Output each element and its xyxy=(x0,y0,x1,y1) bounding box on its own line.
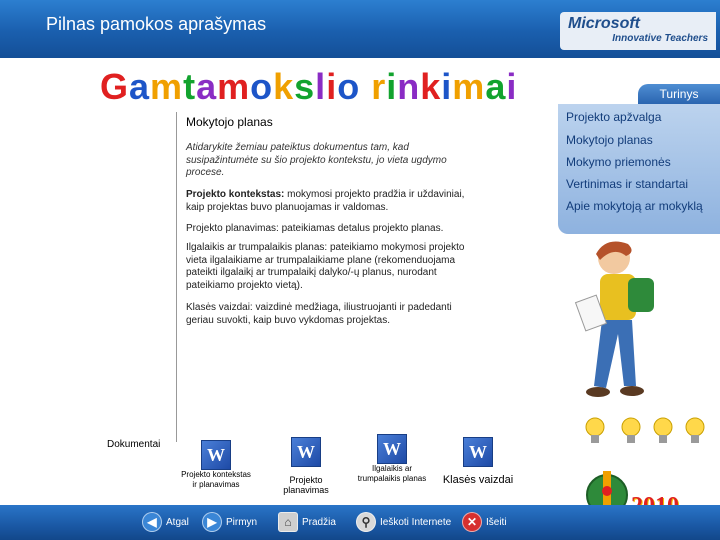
lightbulb-icon xyxy=(584,416,606,448)
arrow-left-icon: ◀ xyxy=(142,512,162,532)
magnifier-icon: ⚲ xyxy=(356,512,376,532)
content-divider xyxy=(176,112,177,442)
nav-item-teacher-plan[interactable]: Mokytojo planas xyxy=(566,133,653,147)
nav-item-project-overview[interactable]: Projekto apžvalga xyxy=(566,110,662,124)
doc-caption: Projekto kontekstas xyxy=(181,470,251,479)
contents-menu xyxy=(558,104,720,234)
banner-letter: o xyxy=(250,66,274,107)
banner-letter: i xyxy=(441,66,453,107)
bottom-navigation-bar xyxy=(0,505,720,540)
longterm-line: vieta ilgalaikiame ar trumpalaikiame plane (rekomenduojama xyxy=(186,254,456,266)
context-term: Projekto kontekstas: xyxy=(186,189,285,200)
doc-classroom-images[interactable] xyxy=(438,437,518,485)
back-label: Atgal xyxy=(166,516,189,528)
doc-caption: Ilgalaikis ar xyxy=(371,464,412,473)
doc-caption: ir planavimas xyxy=(192,480,240,489)
table-of-contents xyxy=(558,84,720,230)
home-button[interactable] xyxy=(278,510,336,534)
top-header-bar xyxy=(0,0,720,58)
banner-letter: r xyxy=(371,66,387,107)
nav-item-teaching-resources[interactable]: Mokymo priemonės xyxy=(566,155,671,169)
banner-letter: m xyxy=(217,66,251,107)
banner-letter: i xyxy=(506,66,518,107)
banner-letter: a xyxy=(129,66,151,107)
banner-letter: k xyxy=(273,66,295,107)
context-text: kaip projektas buvo planuojamas ir valdomas. xyxy=(186,201,389,213)
paragraph-planning: Projekto planavimas: pateikiamas detalus projekto planas. xyxy=(186,223,444,234)
banner-letter: t xyxy=(183,66,197,107)
classroom-line: geriau suvokti, kaip buvo vykdomas projektas. xyxy=(186,314,390,326)
exit-label: Išeiti xyxy=(486,516,507,528)
page-title: Pilnas pamokos aprašymas xyxy=(46,14,267,34)
nav-item-about-teacher[interactable]: Apie mokytoją ar mokyklą xyxy=(566,199,703,213)
banner-letter: G xyxy=(100,66,130,107)
lightbulb-icon xyxy=(620,416,642,448)
doc-project-planning[interactable] xyxy=(266,437,346,495)
paragraph-context xyxy=(186,189,516,214)
lightbulb-icon xyxy=(652,416,674,448)
banner-letter: n xyxy=(397,66,421,107)
banner-letter: m xyxy=(452,66,486,107)
section-heading: Mokytojo planas xyxy=(186,115,273,129)
banner-letter xyxy=(360,66,371,107)
logo-subtitle: Innovative Teachers xyxy=(612,33,708,44)
banner-letter: l xyxy=(315,66,327,107)
banner-letter: a xyxy=(196,66,218,107)
lightbulb-icon xyxy=(684,416,706,448)
doc-caption: Klasės vaizdai xyxy=(442,474,514,486)
banner-letter: m xyxy=(150,66,184,107)
forward-label: Pirmyn xyxy=(226,516,258,528)
exit-button[interactable] xyxy=(462,510,507,534)
lightbulbs xyxy=(584,416,710,456)
banner-letter: o xyxy=(337,66,361,107)
arrow-right-icon: ▶ xyxy=(202,512,222,532)
close-icon: ✕ xyxy=(462,512,482,532)
title-banner xyxy=(100,66,518,110)
paragraph-classroom xyxy=(186,302,516,327)
microsoft-logo xyxy=(560,12,716,50)
documents-label: Dokumentai xyxy=(107,439,161,450)
home-icon: ⌂ xyxy=(278,512,298,532)
banner-letter: a xyxy=(485,66,507,107)
word-doc-icon: W xyxy=(463,437,493,467)
longterm-line: pateikti ilgalaikį ar trumpalaikį dalyko/-ų planus, nurodant xyxy=(186,267,437,278)
word-doc-icon: W xyxy=(377,434,407,464)
intro-line: Atidarykite žemiau pateiktus dokumentus tam, kad xyxy=(186,142,409,153)
longterm-line: Ilgalaikis ar trumpalaikis planas: pateikiamo mokymosi projekto xyxy=(186,242,465,253)
word-doc-icon: W xyxy=(291,437,321,467)
context-text: mokymosi projekto pradžia ir uždaviniai, xyxy=(284,189,465,200)
banner-letter: i xyxy=(386,66,398,107)
intro-text xyxy=(186,142,516,180)
home-label: Pradžia xyxy=(302,516,336,528)
forward-button[interactable] xyxy=(202,510,257,534)
nav-item-assessment[interactable]: Vertinimas ir standartai xyxy=(566,177,689,191)
banner-letter: s xyxy=(294,66,316,107)
contents-tab: Turinys xyxy=(638,84,720,104)
word-doc-icon: W xyxy=(201,440,231,470)
paragraph-longterm xyxy=(186,242,516,292)
logo-brand: Microsoft xyxy=(568,15,640,32)
classroom-line: Klasės vaizdai: vaizdinė medžiaga, iliustruojanti ir padedanti xyxy=(186,302,452,313)
doc-longterm-plan[interactable] xyxy=(354,434,430,484)
longterm-line: pateikiamo projekto vietą). xyxy=(186,279,303,291)
intro-line: procese. xyxy=(186,167,225,178)
doc-project-context[interactable] xyxy=(176,440,256,490)
doc-caption: trumpalaikis planas xyxy=(357,474,427,483)
search-internet-button[interactable] xyxy=(356,510,451,534)
intro-line: susipažintumėte su šio projekto kontekstu, jo vieta ugdymo xyxy=(186,154,447,166)
back-button[interactable] xyxy=(142,510,189,534)
doc-caption: Projekto planavimas xyxy=(283,475,329,495)
student-illustration xyxy=(566,236,706,406)
search-label: Ieškoti Internete xyxy=(380,516,452,528)
banner-letter: i xyxy=(326,66,338,107)
banner-letter: k xyxy=(420,66,442,107)
